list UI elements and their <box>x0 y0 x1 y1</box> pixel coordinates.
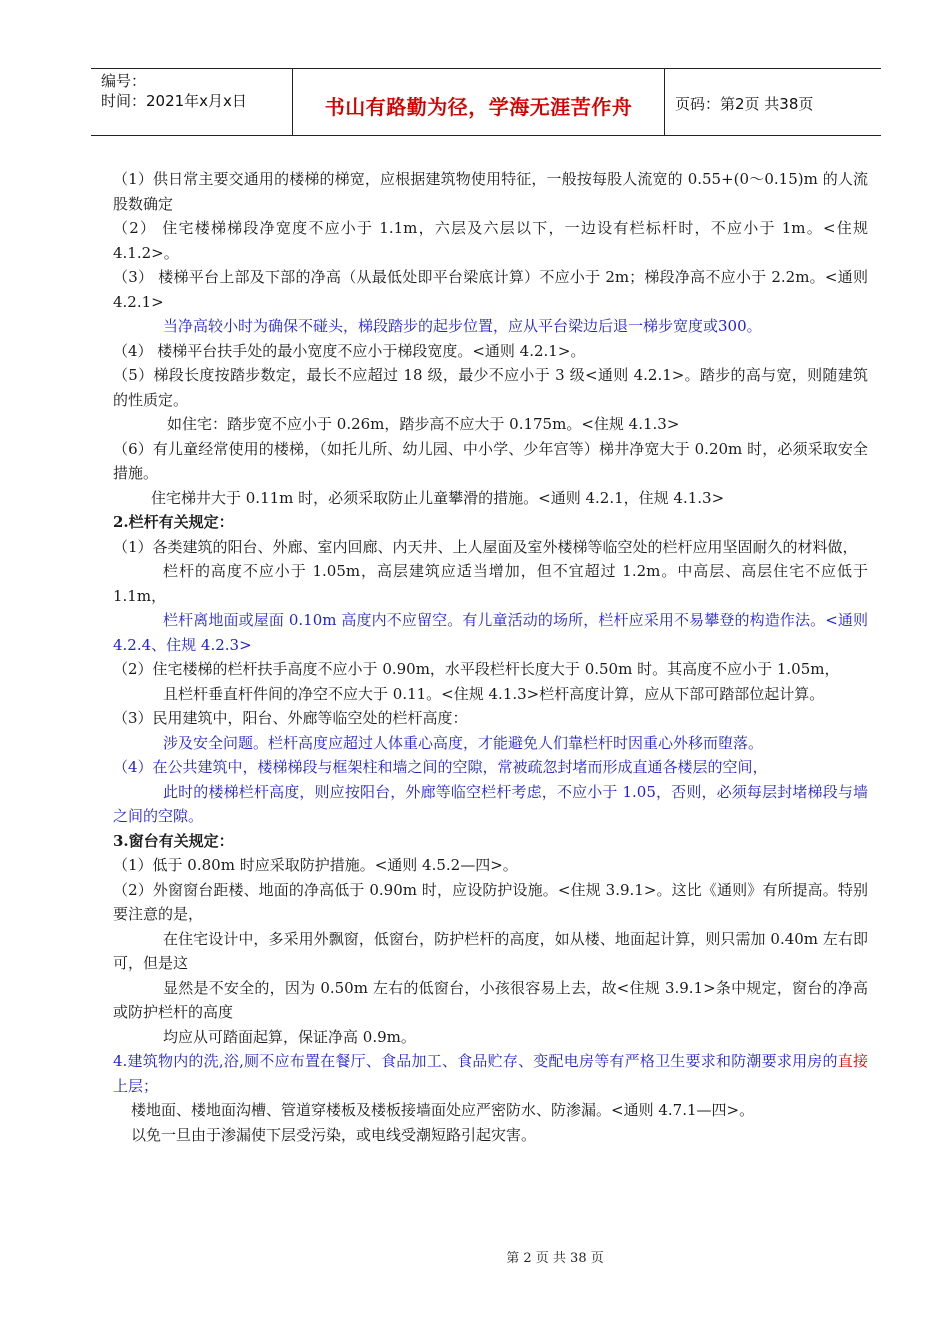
section-heading: 2.栏杆有关规定： <box>113 513 234 531</box>
paragraph: 此时的楼梯栏杆高度，则应按阳台，外廊等临空栏杆考虑，不应小于 1.05，否则，必须每层封堵梯段与墙之间的空隙。 <box>113 782 868 825</box>
motto: 书山有路勤为径，学海无涯苦作舟 <box>324 95 633 119</box>
paragraph: 住宅梯井大于 0.11m 时，必须采取防止儿童攀滑的措施。<通则 4.2.1，住规 4.1.3> <box>151 488 725 507</box>
section-heading: 3.窗台有关规定： <box>113 831 234 850</box>
text-segment: 直接 <box>837 1052 868 1070</box>
text-segment: 上层； <box>113 1076 159 1095</box>
paragraph: （2）住宅楼梯的栏杆扶手高度不应小于 0.90m，水平段栏杆长度大于 0.50m 时。其高度不应小于 1.05m， <box>113 660 840 678</box>
paragraph: （1）各类建筑的阳台、外廊、室内回廊、内天井、上人屋面及室外楼梯等临空处的栏杆应用坚固耐久的材料做， <box>113 537 858 556</box>
paragraph: 如住宅：踏步宽不应小于 0.26m，踏步高不应大于 0.175m。<住规 4.1.3> <box>167 415 680 433</box>
paragraph <box>113 1049 868 1098</box>
paragraph: （4）在公共建筑中，楼梯梯段与框架柱和墙之间的空隙，常被疏忽封堵而形成直通各楼层的空间， <box>113 758 768 776</box>
paragraph: （1）低于 0.80m 时应采取防护措施。<通则 4.5.2—四>。 <box>113 856 518 874</box>
paragraph: （5）梯段长度按踏步数定，最长不应超过 18 级，最少不应小于 3 级<通则 4.2.1>。踏步的高与宽，则随建筑的性质定。 <box>113 366 868 409</box>
paragraph: 栏杆的高度不应小于 1.05m，高层建筑应适当增加，但不宜超过 1.2m。中高层、高层住宅不应低于 1.1m， <box>113 562 868 605</box>
page-header <box>91 68 881 136</box>
header-motto-cell <box>293 69 665 135</box>
paragraph: 且栏杆垂直杆件间的净空不应大于 0.11。<住规 4.1.3>栏杆高度计算，应从下部可踏部位起计算。 <box>163 684 825 703</box>
paragraph: （6）有儿童经常使用的楼梯，（如托儿所、幼儿园、中小学、少年宫等）梯井净宽大于 0.20m 时，必须采取安全措施。 <box>113 439 868 482</box>
header-meta <box>91 69 293 135</box>
paragraph: 在住宅设计中，多采用外飘窗，低窗台，防护栏杆的高度，如从楼、地面起计算，则只需加 0.40m 左右即可，但是这 <box>113 929 868 972</box>
paragraph: 涉及安全问题。栏杆高度应超过人体重心高度，才能避免人们靠栏杆时因重心外移而堕落。 <box>163 733 764 752</box>
time-label: 时间：2021年x月x日 <box>101 92 247 110</box>
paragraph: 以免一旦由于渗漏使下层受污染，或电线受潮短路引起灾害。 <box>131 1125 537 1144</box>
paragraph: （3）民用建筑中，阳台、外廊等临空处的栏杆高度： <box>113 709 468 727</box>
paragraph: （2） 住宅楼梯梯段净宽度不应小于 1.1m，六层及六层以下，一边设有栏标杆时，不应小于 1m。<住规 4.1.2>。 <box>113 219 868 262</box>
page-footer: 第 2 页 共 38 页 <box>506 1251 604 1266</box>
paragraph: （4） 楼梯平台扶手处的最小宽度不应小于梯段宽度。<通则 4.2.1>。 <box>113 341 586 360</box>
paragraph: 当净高较小时为确保不碰头，梯段踏步的起步位置，应从平台梁边后退一梯步宽度或300。 <box>163 317 762 335</box>
page-info: 页码：第2页 共38页 <box>675 95 814 113</box>
paragraph: 均应从可踏面起算，保证净高 0.9m。 <box>163 1027 416 1046</box>
paragraph: （1）供日常主要交通用的楼梯的梯宽，应根据建筑物使用特征，一般按每股人流宽的 0.55+(0～0.15)m 的人流股数确定 <box>113 170 868 213</box>
paragraph: （2）外窗窗台距楼、地面的净高低于 0.90m 时，应设防护设施。<住规 3.9.1>。这比《通则》有所提高。特别要注意的是， <box>113 880 868 923</box>
paragraph: 显然是不安全的，因为 0.50m 左右的低窗台，小孩很容易上去，故<住规 3.9.1>条中规定，窗台的净高或防护栏杆的高度 <box>113 978 868 1021</box>
paragraph: （3） 楼梯平台上部及下部的净高（从最低处即平台梁底计算）不应小于 2m；梯段净高不应小于 2.2m。<通则 4.2.1> <box>113 268 868 311</box>
paragraph: 栏杆离地面或屋面 0.10m 高度内不应留空。有儿童活动的场所，栏杆应采用不易攀登的构造作法。<通则 4.2.4、住规 4.2.3> <box>113 611 868 654</box>
text-segment: 4.建筑物内的洗,浴,厕不应布置在餐厅、食品加工、食品贮存、变配电房等有严格卫生要求和防潮要求用房的 <box>113 1052 838 1070</box>
paragraph: 楼地面、楼地面沟槽、管道穿楼板及楼板接墙面处应严密防水、防渗漏。<通则 4.7.1—四>。 <box>131 1101 755 1119</box>
header-page-cell <box>665 69 881 135</box>
document-body <box>113 167 868 1147</box>
number-label: 编号： <box>101 72 147 90</box>
